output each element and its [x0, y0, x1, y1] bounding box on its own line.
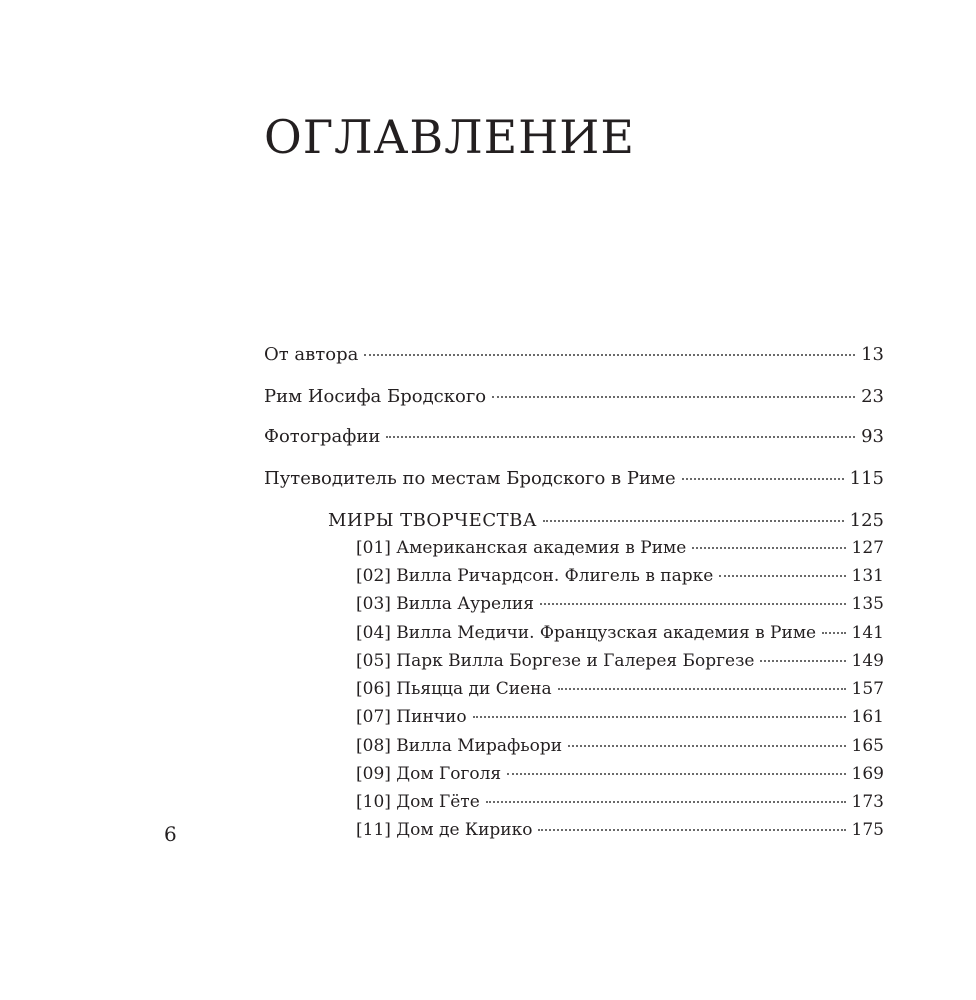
toc-entry-page: 93 — [861, 426, 884, 447]
toc-section-page: 125 — [849, 510, 884, 531]
toc-entry-label: Рим Иосифа Бродского — [264, 386, 487, 407]
toc-entry[interactable] — [264, 346, 884, 364]
dot-leader — [692, 547, 845, 549]
toc-entry[interactable] — [264, 470, 884, 488]
toc-entry-page: 13 — [861, 344, 884, 365]
toc-item[interactable] — [356, 709, 884, 726]
dot-leader — [540, 603, 846, 605]
toc-item-page: 149 — [851, 651, 884, 671]
toc-item[interactable] — [356, 822, 884, 839]
toc-item[interactable] — [356, 568, 884, 585]
toc-item-label: [08] Вилла Мирафьори — [356, 736, 563, 756]
toc-item-page: 131 — [851, 566, 884, 586]
toc-entry-label: Путеводитель по местам Бродского в Риме — [264, 468, 676, 489]
dot-leader — [719, 575, 845, 577]
toc-item-page: 157 — [851, 679, 884, 699]
toc-item-page: 173 — [851, 792, 884, 812]
toc-item[interactable] — [356, 540, 884, 557]
toc-section-label: МИРЫ ТВОРЧЕСТВА — [328, 510, 537, 531]
dot-leader — [760, 660, 845, 662]
toc-entry-label: От автора — [264, 344, 359, 365]
toc-item[interactable] — [356, 738, 884, 755]
dot-leader — [364, 354, 855, 356]
dot-leader — [568, 745, 846, 747]
toc-item-label: [01] Американская академия в Риме — [356, 538, 687, 558]
page-number: 6 — [164, 822, 177, 846]
dot-leader — [492, 396, 855, 398]
toc-item-label: [03] Вилла Аурелия — [356, 594, 534, 614]
toc-section[interactable] — [328, 512, 884, 530]
toc-entry-page: 115 — [849, 468, 884, 489]
dot-leader — [473, 716, 846, 718]
toc-item[interactable] — [356, 653, 884, 670]
toc-entry-label: Фотографии — [264, 426, 381, 447]
toc-item[interactable] — [356, 681, 884, 698]
toc-item-page: 127 — [851, 538, 884, 558]
dot-leader — [386, 436, 855, 438]
toc-item-label: [06] Пьяцца ди Сиена — [356, 679, 552, 699]
toc-item-label: [10] Дом Гёте — [356, 792, 480, 812]
toc-item-page: 161 — [851, 707, 884, 727]
toc-item[interactable] — [356, 625, 884, 642]
toc-entry[interactable] — [264, 388, 884, 406]
toc-item-label: [09] Дом Гоголя — [356, 764, 502, 784]
toc-item-page: 135 — [851, 594, 884, 614]
dot-leader — [486, 801, 846, 803]
dot-leader — [682, 478, 844, 480]
dot-leader — [543, 520, 844, 522]
toc-item[interactable] — [356, 766, 884, 783]
toc-item-label: [11] Дом де Кирико — [356, 820, 533, 840]
toc-item[interactable] — [356, 794, 884, 811]
dot-leader — [558, 688, 846, 690]
toc-item-label: [05] Парк Вилла Боргезе и Галерея Боргезе — [356, 651, 755, 671]
toc-entry-page: 23 — [861, 386, 884, 407]
toc-item-label: [04] Вилла Медичи. Французская академия в Риме — [356, 623, 817, 643]
toc-item-label: [07] Пинчио — [356, 707, 467, 727]
dot-leader — [507, 773, 845, 775]
toc-item-page: 165 — [851, 736, 884, 756]
page-title: ОГЛАВЛЕНИЕ — [264, 110, 635, 164]
toc-item-page: 141 — [851, 623, 884, 643]
dot-leader — [538, 829, 845, 831]
toc-item[interactable] — [356, 596, 884, 613]
toc-item-label: [02] Вилла Ричардсон. Флигель в парке — [356, 566, 714, 586]
dot-leader — [822, 632, 845, 634]
toc-entry[interactable] — [264, 428, 884, 446]
toc-item-page: 169 — [851, 764, 884, 784]
toc-item-page: 175 — [851, 820, 884, 840]
